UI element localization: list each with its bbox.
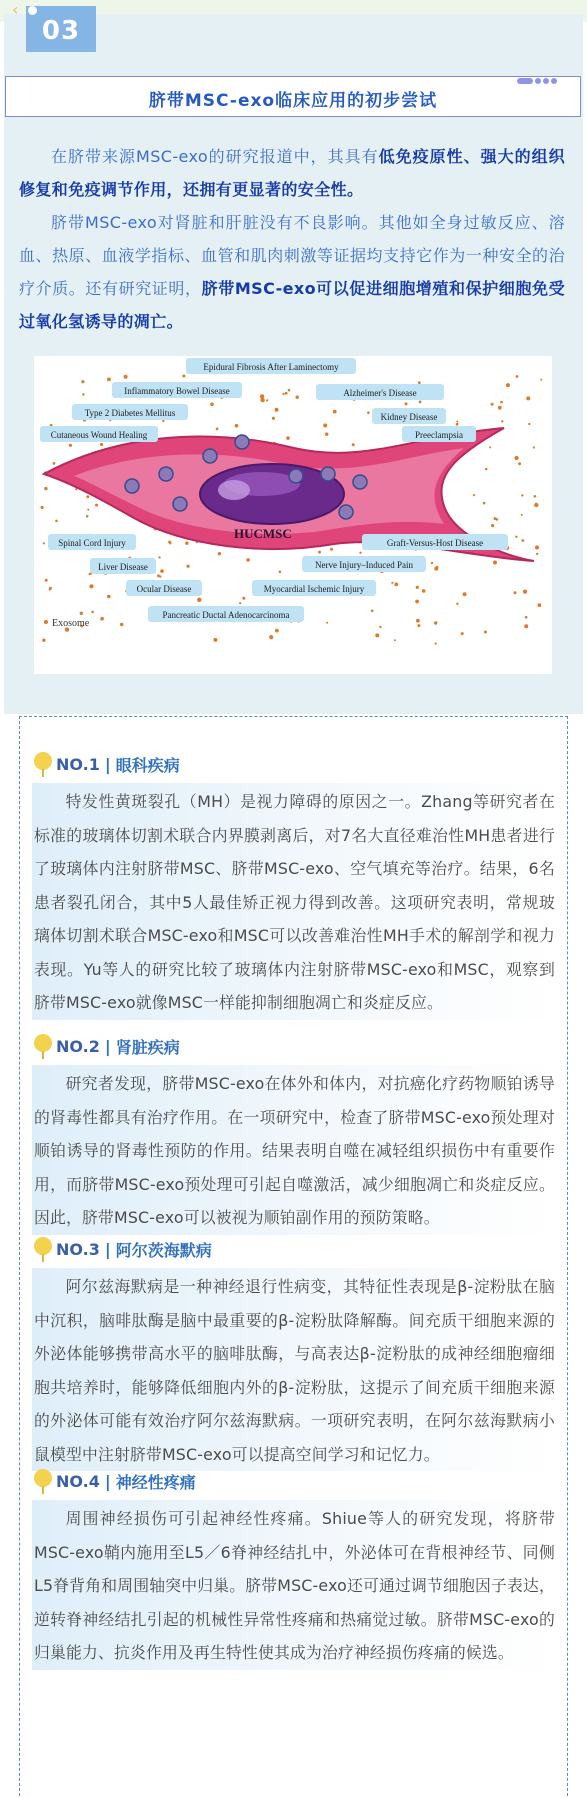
disease-label: Cutaneous Wound Healing [50,430,148,440]
exosome-dot [296,396,299,399]
exosome-dot [107,595,111,599]
vesicle [235,435,249,449]
exosome-dot [523,590,527,594]
exosome-dot [197,598,201,602]
exosome-dot [434,567,438,571]
exosome-dot [524,624,528,628]
exosome-dot [491,403,494,406]
disease-label: Spinal Cord Injury [58,538,126,548]
vesicle [173,497,187,511]
exosome-dot [501,420,503,422]
exosome-dot [187,565,190,568]
exosome-dot [359,552,361,554]
exosome-dot [417,624,420,627]
exosome-dot [42,639,45,642]
section-number: 03 [41,16,81,46]
exosome-dot [182,375,185,378]
exosome-dot [498,406,502,410]
exosome-dot [210,403,214,407]
heading-1: NO.1 | 眼科疾病 [34,752,180,776]
disease-label: Preeclampsia [415,430,463,440]
exosome-dot [86,515,89,518]
exosome-dot [456,421,458,423]
exosome-dot [162,420,164,422]
exosome-dot [49,589,51,591]
heading-3: NO.3 | 阿尔茨海默病 [34,1237,212,1261]
exosome-dot [275,408,279,412]
disease-label: Ocular Disease [136,584,192,594]
lightbulb-icon [34,752,52,770]
vesicle [339,505,353,519]
disease-label: Epidural Fibrosis After Laminectomy [203,362,339,372]
exosome-dot [260,398,264,402]
exosome-dot [526,396,530,400]
exosome-dot [318,551,321,554]
exosome-dot [500,401,503,404]
section-title: 脐带MSC-exo临床应用的初步尝试 [148,91,438,111]
exosome-dot [288,389,291,392]
exosome-dot [95,504,98,507]
exosome-dot [41,506,44,509]
exosome-dot [158,556,160,558]
hucmsc-exosome-figure [34,356,552,674]
exosome-dot [535,546,539,550]
exosome-dot [491,524,494,527]
vesicle [203,449,217,463]
exosome-dot [516,375,519,378]
exosome-dot [533,446,535,448]
exosome-dot [82,393,84,395]
exosome-dot [534,503,538,507]
vesicle [321,467,335,481]
exosome-dot [55,520,58,523]
exosome-dot [514,591,517,594]
legend-dot [44,620,48,624]
exosome-dot [484,631,487,634]
intro-text [19,140,565,338]
exosome-dot [272,417,275,420]
exosome-dot [352,443,355,446]
exosome-dot [279,571,282,574]
exosome-dot [371,610,374,613]
exosome-dot [435,643,437,645]
vesicle [353,475,367,489]
disease-sections [19,716,568,1797]
exosome-dot [515,536,517,538]
exosome-dot [518,462,521,465]
vesicle [289,469,303,483]
paragraph-2: 研究者发现，脐带MSC-exo在体外和体内，对抗癌化疗药物顺铂诱导的肾毒性都具有治疗作用。在一项研究中，检查了脐带MSC-exo预处理对顺铂诱导的肾毒性预防的作用。结果表明自噬在减轻组织损伤中有重要作用，而脐带MSC-exo预处理可引起自噬激活，减少细胞凋亡和炎症反应。因此，脐带MSC-exo可以被视为顺铂副作用的预防策略。 [32,1065,557,1235]
intro-highlight-1: 低免疫原性、强大的组织修复和免疫调节作用，还拥有更显著的安全性。 [19,147,565,199]
exosome-dot [416,619,420,623]
exosome-dot [282,393,284,395]
exosome-dot [107,378,111,382]
disease-label: Pancreatic Ductal Adenocarcinoma [162,610,290,620]
exosome-dot [246,558,250,562]
disease-label: Nerve Injury–Induced Pain [315,560,413,570]
disease-label: Inflammatory Bowel Disease [124,386,230,396]
exosome-dot [534,495,537,498]
exosome-dot [528,423,530,425]
exosome-dot [431,562,433,564]
exosome-dot [53,462,56,465]
exosome-dot [418,381,421,384]
corner-decoration-icon: ‹ [12,0,19,19]
exosome-dot [120,623,123,626]
exosome-dot [375,633,379,637]
paragraph-3: 阿尔兹海默病是一种神经退行性病变，其特征性表现是β-淀粉肽在脑中沉积，脑啡肽酶是脑中最重要的β-淀粉肽降解酶。间充质干细胞来源的外泌体能够携带高水平的脑啡肽酶，与高表达β-淀粉肽的成神经细胞瘤细胞共培养时，能够降低细胞内外的β-淀粉肽，这提示了间充质干细胞来源的外泌体可能有效治疗阿尔兹海默病。一项研究表明，在阿尔兹海默病小鼠模型中注射脐带MSC-exo可以提高空间学习和记忆力。 [32,1268,557,1471]
intro-highlight-2: 脐带MSC-exo可以促进细胞增殖和保护细胞免受过氧化氢诱导的凋亡。 [19,279,566,331]
figure-svg [34,356,552,674]
exosome-dot [69,444,72,447]
exosome-dot [266,399,268,401]
exosome-dot [461,632,464,635]
exosome-dot [434,621,437,624]
exosome-dot [87,509,89,511]
exosome-dot [218,552,221,555]
exosome-dot [275,629,279,633]
exosome-dot [463,592,467,596]
exosome-dot [185,542,188,545]
exosome-dot [456,603,458,605]
exosome-dot [323,424,327,428]
exosome-dot [100,617,104,621]
exosome-dot [540,379,542,381]
exosome-dot [91,611,94,614]
exosome-dot [285,392,288,395]
exosome-dot [473,494,475,496]
lightbulb-icon [34,1237,52,1255]
exosome-dot [286,436,290,440]
heading-4: NO.4 | 神经性疼痛 [34,1469,196,1493]
disease-label: Type 2 Diabetes Mellitus [84,408,176,418]
lightbulb-icon [34,1034,52,1052]
exosome-dot [213,638,217,642]
exosome-dot [483,502,486,505]
exosome-dot [419,401,422,404]
exosome-dot [521,539,524,542]
exosome-dot [216,428,219,431]
exosome-dot [44,487,47,490]
disease-label: Myocardial Ischemic Injury [263,584,365,594]
paragraph-4: 周围神经损伤可引起神经性疼痛。Shiue等人的研究发现，将脐带MSC-exo鞘内施用至L5／6脊神经结扎中，外泌体可在背根神经节、同侧L5脊背角和周围轴突中归巢。脐带MSC-exo还可通过调节细胞因子表达，逆转脊神经结扎引起的机械性异常性疼痛和热痛觉过敏。脐带MSC-exo的归巢能力、抗炎作用及再生特性使其成为治疗神经损伤疼痛的候选。 [32,1500,557,1670]
paragraph-1: 特发性黄斑裂孔（MH）是视力障碍的原因之一。Zhang等研究者在标准的玻璃体切割术联合内界膜剥离后，对7名大直径难治性MH患者进行了玻璃体内注射脐带MSC、脐带MSC-exo、空气填充等治疗。结果，6名患者裂孔闭合，其中5人最佳矫正视力得到改善。这项研究表明，常规玻璃体切割术联合MSC-exo和MSC可以改善难治性MH手术的解剖学和视力表现。Yu等人的研究比较了玻璃体内注射脐带MSC-exo和MSC，观察到脐带MSC-exo就像MSC一样能抑制细胞凋亡和炎症反应。 [32,783,557,1020]
heading-2: NO.2 | 肾脏疾病 [34,1034,180,1058]
exosome-dot [157,574,160,577]
exosome-dot [521,514,523,516]
title-dots-icon [515,70,557,89]
exosome-dot [415,600,419,604]
exosome-dot [242,597,245,600]
exosome-dot [456,423,459,426]
cell-label: HUCMSC [234,526,292,541]
exosome-dot [43,542,45,544]
vesicle [125,479,139,493]
nucleolus [218,480,250,500]
exosome-dot [330,548,333,551]
exosome-dot [260,394,264,398]
lightbulb-icon [34,1469,52,1487]
exosome-dot [86,495,89,498]
exosome-dot [379,626,381,628]
exosome-dot [326,622,328,624]
exosome-dot [422,589,426,593]
exosome-dot [235,424,239,428]
exosome-dot [89,584,93,588]
disease-label: Kidney Disease [380,412,438,422]
disease-label: Graft-Versus-Host Disease [386,538,484,548]
badge-dot-icon [28,6,37,15]
legend-label: Exosome [52,618,90,629]
vesicle [159,467,173,481]
exosome-dot [515,456,519,460]
exosome-dot [525,616,528,619]
section-title-box [5,76,581,117]
exosome-dot [269,635,273,639]
exosome-dot [325,433,328,436]
exosome-dot [367,411,370,414]
exosome-dot [100,443,103,446]
exosome-dot [485,468,488,471]
disease-label: Liver Disease [98,562,148,572]
exosome-dot [160,569,164,573]
exosome-dot [239,602,241,604]
section-number-badge [26,6,96,52]
exosome-dot [124,375,128,379]
exosome-dot [489,446,491,448]
exosome-dot [169,542,171,544]
disease-label: Alzheimer's Disease [343,388,417,398]
exosome-dot [538,603,542,607]
exosome-dot [405,402,408,405]
intro-paragraph-2: 脐带MSC-exo对肾脏和肝脏没有不良影响。其他如全身过敏反应、溶血、热原、血液学指标、血管和肌肉刺激等证据均支持它作为一种安全的治疗介质。还有研究证明，脐带MSC-exo可以促进细胞增殖和保护细胞免受过氧化氢诱导的凋亡。 [19,213,566,331]
exosome-dot [394,639,396,641]
exosome-dot [493,561,497,565]
exosome-dot [333,410,337,414]
exosome-dot [521,494,523,496]
intro-paragraph-1: 在脐带来源MSC-exo的研究报道中，其具有低免疫原性、强大的组织修复和免疫调节作用，还拥有更显著的安全性。 [19,147,565,199]
exosome-dot [416,586,419,589]
exosome-dot [45,579,48,582]
exosome-dot [496,518,499,521]
exosome-dot [506,383,510,387]
exosome-dot [391,582,393,584]
exosome-dot [394,583,398,587]
exosome-dot [536,553,538,555]
exosome-dot [80,612,83,615]
exosome-dot [81,380,84,383]
